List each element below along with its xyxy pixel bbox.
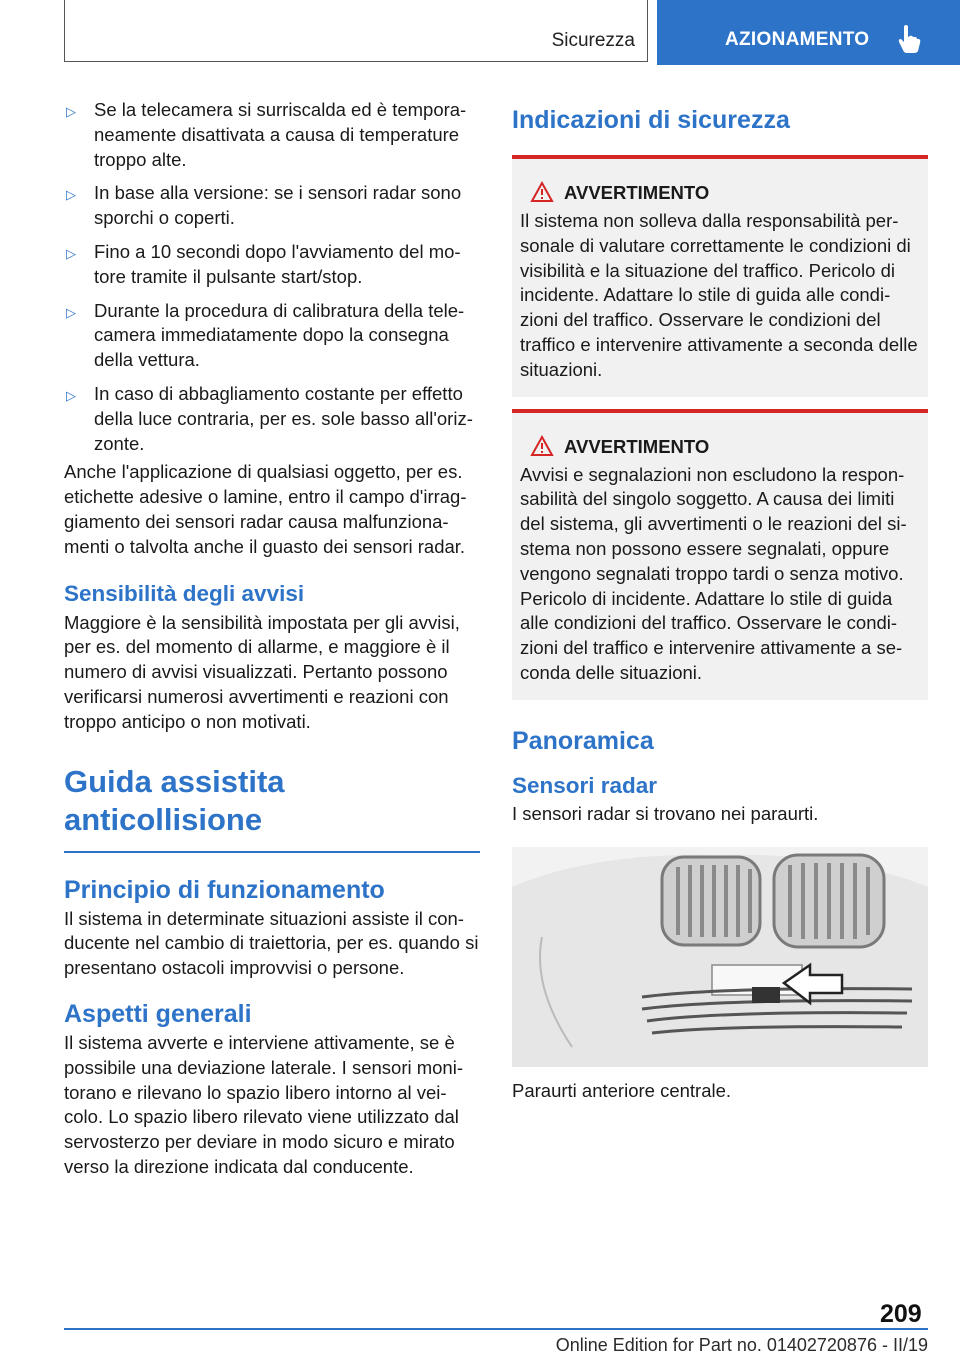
sensitivity-paragraph: Maggiore è la sensibilità impostata per gli avvisi, per es. del momento di allarme, e maggiore è il numero di avvisi visualizzati. Pertanto possono verificarsi numerosi avvertimenti e reazioni con troppo anticipo o non motivati.	[64, 611, 460, 732]
list-item: ▷ In base alla versione: se i sensori radar sono sporchi o coperti.	[66, 182, 462, 229]
principle-heading: Principio di funzionamento	[64, 875, 385, 904]
page-number: 209	[880, 1300, 922, 1328]
warning-title: AVVERTIMENTO	[564, 435, 710, 457]
bullet-triangle-icon: ▷	[66, 245, 76, 261]
title-rule	[64, 851, 480, 853]
list-item: ▷ Durante la procedura di calibratura della tele- camera immediatamente dopo la consegna della vettura.	[66, 299, 465, 371]
header-section-box	[64, 0, 648, 62]
header-chapter-title: AZIONAMENTO	[725, 29, 870, 50]
general-heading: Aspetti generali	[64, 999, 252, 1028]
radar-sensors-heading: Sensori radar	[512, 772, 658, 798]
main-title: Guida assistita anticollisione	[64, 763, 285, 837]
footer-rule	[64, 1328, 928, 1330]
list-item: ▷ Fino a 10 secondi dopo l'avviamento del mo- tore tramite il pulsante start/stop.	[66, 240, 461, 287]
hand-pointer-icon	[897, 24, 921, 54]
bullet-triangle-icon: ▷	[66, 304, 76, 320]
warning-box	[512, 155, 928, 397]
kidney-grille-right	[774, 855, 884, 947]
bullet-triangle-icon: ▷	[66, 387, 76, 403]
interference-paragraph: Anche l'applicazione di qualsiasi oggetto, per es. etichette adesive o lamine, entro il campo d'irrag- giamento dei sensori radar causa malfunziona- menti o talvolta anche il guasto dei sensori radar.	[64, 461, 467, 557]
right-column	[512, 98, 928, 1103]
bullet-triangle-icon: ▷	[66, 187, 76, 203]
safety-heading: Indicazioni di sicurezza	[512, 106, 790, 134]
warning-triangle-icon	[530, 181, 554, 203]
general-paragraph: Il sistema avverte e interviene attivamente, se è possibile una deviazione laterale. I sensori moni- torano e rilevano lo spazio libero intorno al vei- colo. Lo spazio libero rilevato viene utilizzato dal servosterzo per deviare in modo sicuro e mirato verso la direzione indicata dal conducente.	[64, 1031, 463, 1177]
warning-triangle-icon	[530, 435, 554, 457]
list-item: ▷ In caso di abbagliamento costante per effetto della luce contraria, per es. sole basso all'oriz- zonte.	[66, 382, 473, 454]
footer-edition: Online Edition for Part no. 01402720876 - II/19	[555, 1335, 928, 1355]
header-section-title: Sicurezza	[551, 30, 635, 51]
radar-sensors-paragraph: I sensori radar si trovano nei paraurti.	[512, 802, 819, 824]
header-chapter-tab	[657, 0, 960, 65]
overview-heading: Panoramica	[512, 726, 654, 755]
list-item: ▷ Se la telecamera si surriscalda ed è tempora- neamente disattivata a causa di temperature troppo alte.	[66, 99, 467, 170]
warning-text: Il sistema non solleva dalla responsabilità per- sonale di valutare correttamente le condizioni di visibilità e la situazione del traffico. Pericolo di incidente. Adattare lo stile di guida alle condi- zioni del traffico. Osservare le condizioni del traffico e intervenire attivamente a seconda delle situazioni.	[520, 210, 918, 380]
sensitivity-heading: Sensibilità degli avvisi	[64, 580, 305, 606]
left-column	[64, 98, 480, 1180]
kidney-grille-left	[662, 857, 760, 945]
warning-box	[512, 409, 928, 700]
warning-text: Avvisi e segnalazioni non escludono la respon- sabilità del singolo soggetto. A causa dei limiti del sistema, gli avvertimenti o le reazioni del si- stema non possono essere segnalati, oppure vengono segnalati troppo tardi o senza motivo. Pericolo di incidente. Adattare lo stile di guida alle condizioni del traffico. Osservare le condi- zioni del traffico e intervenire attivamente a se- conda delle situazioni.	[520, 463, 907, 683]
photo-caption: Paraurti anteriore centrale.	[512, 1079, 732, 1101]
bumper-illustration	[512, 847, 928, 1067]
warning-title: AVVERTIMENTO	[564, 182, 710, 203]
bullet-triangle-icon: ▷	[66, 104, 76, 119]
principle-paragraph: Il sistema in determinate situazioni assiste il con- ducente nel cambio di traiettoria, per es. quando si presentano ostacoli improvvisi o persone.	[64, 907, 479, 979]
